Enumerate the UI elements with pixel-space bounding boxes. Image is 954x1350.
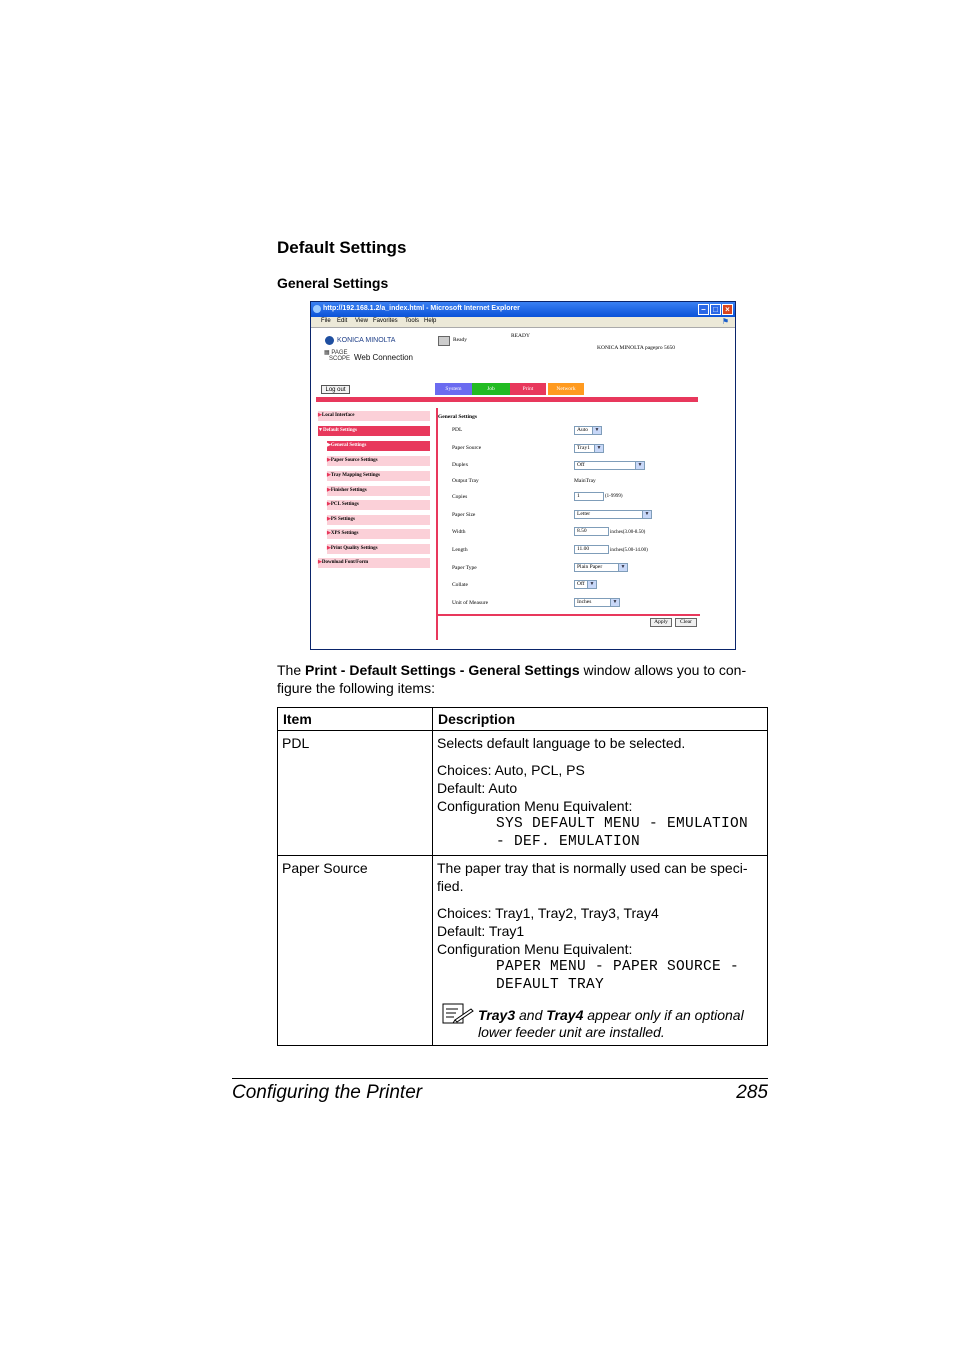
printer-icon (438, 336, 450, 346)
length-input[interactable]: 11.00 (574, 545, 609, 554)
unit-select[interactable]: Inches ▼ (574, 598, 620, 607)
length-label: Length (452, 547, 468, 553)
settings-panel (438, 408, 700, 614)
triangle-right-icon: ▶ (318, 413, 322, 418)
paper-source-label: Paper Source (452, 445, 482, 451)
tab-system[interactable]: System (435, 383, 472, 395)
sidebar-item-print-quality-settings[interactable]: ▶Print Quality Settings (327, 544, 430, 554)
intro-paragraph: The Print - Default Settings - General Settings window allows you to con-figure the following items: (277, 662, 747, 696)
web-connection-label: Web Connection (354, 353, 413, 362)
width-input[interactable]: 8.50 (574, 527, 609, 536)
status-icon-label: Ready (453, 337, 468, 343)
header-divider (316, 397, 698, 402)
sidebar-item-tray-mapping-settings[interactable]: ▶Tray Mapping Settings (327, 471, 430, 481)
sidebar-item-download-font-form[interactable]: ▶Download Font/Form (318, 558, 430, 568)
paper-source-select[interactable]: Tray1 ▼ (574, 444, 604, 453)
settings-table (277, 707, 768, 1046)
chevron-down-icon: ▼ (594, 445, 603, 452)
triangle-right-icon: ▶ (327, 517, 331, 522)
pdl-label: PDL (452, 427, 463, 433)
width-label: Width (452, 529, 466, 535)
browser-menubar (311, 317, 735, 328)
col-header-item: Item (278, 708, 433, 731)
sidebar-item-default-settings[interactable]: ▼Default Settings (318, 426, 430, 436)
chevron-down-icon: ▼ (592, 427, 601, 434)
paper-size-label: Paper Size (452, 512, 476, 518)
minimize-icon[interactable]: – (698, 304, 709, 315)
table-row (278, 731, 768, 856)
length-hint: inches(5.00-14.00) (610, 548, 648, 553)
konica-minolta-logo-icon (325, 336, 334, 345)
apply-button[interactable]: Apply (650, 618, 672, 627)
chevron-down-icon: ▼ (635, 462, 644, 469)
collate-select[interactable]: Off ▼ (574, 580, 597, 589)
copies-label: Copies (452, 494, 468, 500)
output-tray-label: Output Tray (452, 478, 479, 484)
footer-chapter: Configuring the Printer (232, 1082, 423, 1103)
tab-print[interactable]: Print (510, 383, 546, 395)
pagescope-logo-icon: ▦ PAGE SCOPE (324, 350, 351, 362)
web-page-content (312, 328, 734, 648)
sidebar-item-local-interface[interactable]: ▶Local Interface (318, 411, 430, 421)
chevron-down-icon: ▼ (587, 581, 596, 588)
panel-title: General Settings (438, 414, 477, 420)
sidebar-item-ps-settings[interactable]: ▶PS Settings (327, 515, 430, 525)
output-tray-value: MainTray (574, 478, 596, 484)
triangle-right-icon: ▶ (327, 443, 331, 448)
tab-job[interactable]: Job (472, 383, 510, 395)
description-cell: The paper tray that is normally used can be speci-fied. Choices: Tray1, Tray2, Tray3, Tray4 Default: Tray1 Configuration Menu Equivalent: PAPER MENU - PAPER SOURCE - DEFAULT TRAY Tray3 and Tray4 appear only if an optional lower feeder unit are installed. (433, 856, 768, 1046)
triangle-right-icon: ▶ (327, 458, 331, 463)
subsection-title: General Settings (277, 275, 389, 291)
logout-button[interactable]: Log out (321, 385, 350, 394)
collate-label: Collate (452, 582, 468, 588)
maximize-icon[interactable]: □ (710, 304, 721, 315)
browser-window (310, 301, 736, 650)
section-title: Default Settings (277, 238, 407, 257)
pdl-select[interactable]: Auto ▼ (574, 426, 602, 435)
sidebar (316, 408, 438, 640)
windows-flag-icon: ⚑ (721, 317, 729, 326)
chevron-down-icon: ▼ (642, 511, 651, 518)
sidebar-item-finisher-settings[interactable]: ▶Finisher Settings (327, 486, 430, 496)
triangle-right-icon: ▶ (327, 502, 331, 507)
paper-type-select[interactable]: Plain Paper ▼ (574, 563, 628, 572)
status-text: READY (511, 333, 530, 339)
menu-help[interactable]: Help (424, 318, 437, 324)
tab-network[interactable]: Network (548, 383, 584, 395)
sidebar-item-paper-source-settings[interactable]: ▶Paper Source Settings (327, 456, 430, 466)
copies-hint: (1-9999) (605, 494, 623, 499)
browser-title: http://192.168.1.2/a_index.html - Microsoft Internet Explorer (323, 305, 520, 312)
sidebar-item-pcl-settings[interactable]: ▶PCL Settings (327, 500, 430, 510)
unit-label: Unit of Measure (452, 600, 489, 606)
chevron-down-icon: ▼ (610, 599, 619, 606)
printer-model: KONICA MINOLTA pagepro 5650 (597, 345, 676, 351)
table-header-row (278, 708, 768, 731)
note: Tray3 and Tray4 appear only if an optional lower feeder unit are installed. (437, 1007, 763, 1041)
paper-type-label: Paper Type (452, 565, 477, 571)
duplex-select[interactable]: Off ▼ (574, 461, 645, 470)
menu-view[interactable]: View (355, 318, 368, 324)
sidebar-item-general-settings[interactable]: ▶General Settings (327, 441, 430, 451)
footer-rule (232, 1078, 768, 1079)
footer-divider (438, 614, 700, 616)
triangle-right-icon: ▶ (327, 473, 331, 478)
item-cell: PDL (278, 731, 433, 856)
note-pencil-icon (442, 1003, 474, 1025)
table-row (278, 856, 768, 1046)
copies-input[interactable]: 1 (574, 492, 604, 501)
triangle-right-icon: ▶ (327, 488, 331, 493)
ie-icon (313, 305, 321, 313)
col-header-description: Description (433, 708, 768, 731)
menu-file[interactable]: File (321, 318, 331, 324)
menu-edit[interactable]: Edit (337, 318, 348, 324)
chevron-down-icon: ▼ (618, 564, 627, 571)
menu-tools[interactable]: Tools (405, 318, 420, 324)
duplex-label: Duplex (452, 462, 469, 468)
clear-button[interactable]: Clear (675, 618, 697, 627)
triangle-right-icon: ▶ (318, 560, 322, 565)
description-cell: Selects default language to be selected. Choices: Auto, PCL, PS Default: Auto Configuration Menu Equivalent: SYS DEFAULT MENU - EMULATION - DEF. EMULATION (433, 731, 768, 856)
triangle-right-icon: ▶ (327, 531, 331, 536)
triangle-right-icon: ▶ (327, 546, 331, 551)
width-hint: inches(3.00-8.50) (610, 530, 646, 535)
sidebar-item-xps-settings[interactable]: ▶XPS Settings (327, 529, 430, 539)
triangle-down-icon: ▼ (318, 428, 323, 433)
item-cell: Paper Source (278, 856, 433, 1046)
menu-favorites[interactable]: Favorites (373, 318, 398, 324)
page-number: 285 (736, 1082, 768, 1103)
close-icon[interactable]: × (722, 304, 733, 315)
logo-text: KONICA MINOLTA (337, 337, 396, 344)
browser-titlebar (311, 302, 735, 317)
paper-size-select[interactable]: Letter ▼ (574, 510, 652, 519)
